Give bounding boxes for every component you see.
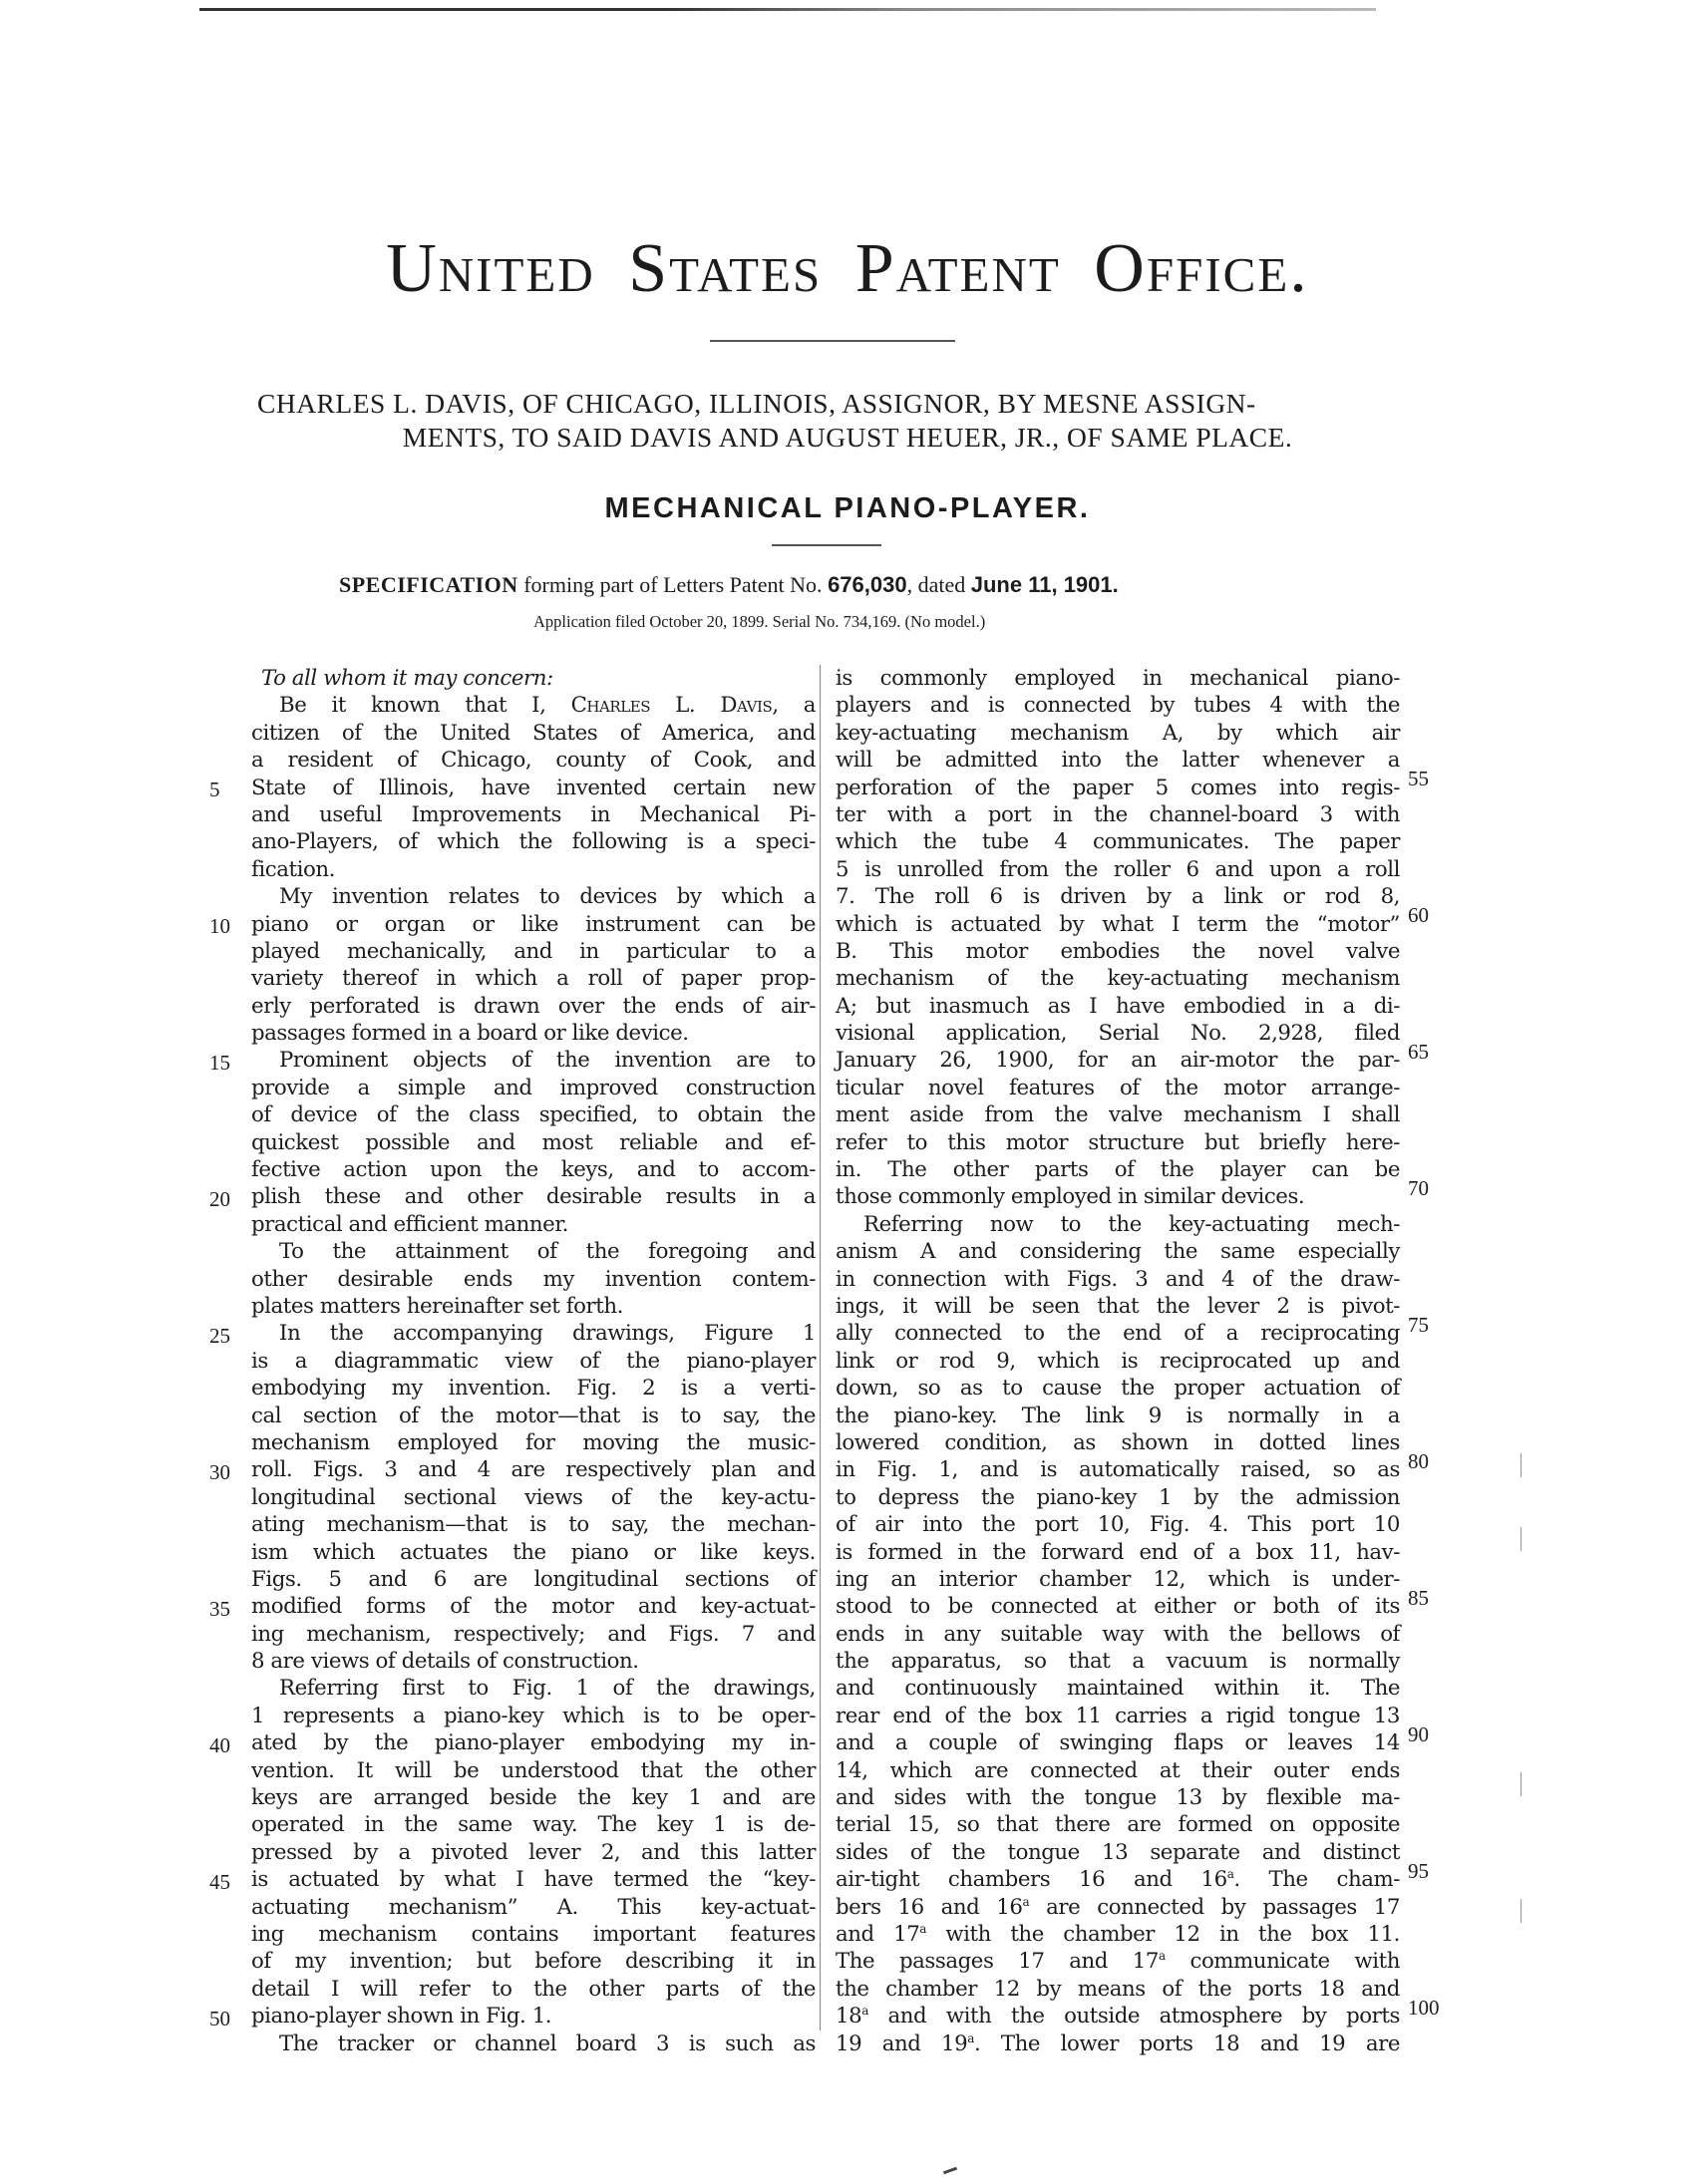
line-number: 55	[1408, 767, 1429, 790]
text-line: mechanism of the key-actuating mechanism	[836, 966, 1400, 992]
text-line: piano-player shown in Fig. 1.	[251, 2004, 552, 2029]
salutation: To all whom it may concern:	[261, 666, 553, 691]
text-line: ings, it will be seen that the lever 2 is pivot-	[836, 1293, 1400, 1319]
text-line: and sides with the tongue 13 by flexible ma-	[836, 1785, 1400, 1811]
line-number: 30	[209, 1460, 230, 1484]
text-line: in. The other parts of the player can be	[836, 1157, 1400, 1183]
text-line: A; but inasmuch as I have embodied in a di-	[836, 993, 1400, 1019]
text-line: January 26, 1900, for an air-motor the par-	[836, 1048, 1400, 1074]
text-line: will be admitted into the latter whenever a	[836, 748, 1400, 774]
line-number: 25	[209, 1324, 230, 1348]
text-line: erly perforated is drawn over the ends of air-	[251, 993, 816, 1019]
specification-line	[339, 572, 1336, 598]
text-line: 14, which are connected at their outer ends	[836, 1757, 1400, 1783]
text-line: terial 15, so that there are formed on opposite	[836, 1812, 1400, 1838]
text-line: ticular novel features of the motor arrange-	[836, 1075, 1400, 1100]
margin-tick	[1521, 1772, 1522, 1796]
text-line: a resident of Chicago, county of Cook, and	[251, 748, 816, 774]
margin-tick	[1521, 1453, 1522, 1477]
line-number: 75	[1408, 1313, 1429, 1337]
text-line: ally connected to the end of a reciprocating	[836, 1321, 1400, 1347]
text-line: practical and efficient manner.	[251, 1211, 568, 1237]
text-line: ter with a port in the channel-board 3 with	[836, 801, 1400, 827]
text-line: players and is connected by tubes 4 with the	[836, 693, 1400, 719]
text-line: cal section of the motor—that is to say, the	[251, 1403, 816, 1428]
text-line: of air into the port 10, Fig. 4. This port 10	[836, 1512, 1400, 1538]
column-divider	[820, 665, 821, 2030]
line-number: 65	[1408, 1040, 1429, 1064]
line-number: 15	[209, 1051, 230, 1075]
text-line: piano or organ or like instrument can be	[251, 911, 816, 937]
text-line: key-actuating mechanism A, by which air	[836, 720, 1400, 746]
text-line: lowered condition, as shown in dotted lines	[836, 1429, 1400, 1455]
text-line: 1 represents a piano-key which is to be oper-	[251, 1703, 816, 1728]
text-line: modified forms of the motor and key-actuat-	[251, 1594, 816, 1620]
text-line: fective action upon the keys, and to accom-	[251, 1157, 816, 1183]
text-line: longitudinal sectional views of the key-actu-	[251, 1484, 816, 1510]
spec-dated: , dated	[906, 572, 966, 597]
text-line: is actuated by what I have termed the “key-	[251, 1867, 816, 1893]
text-line: plish these and other desirable results in a	[251, 1184, 816, 1210]
invention-title: MECHANICAL PIANO-PLAYER.	[604, 492, 1091, 524]
text-line: vention. It will be understood that the other	[251, 1757, 816, 1783]
text-line: embodying my invention. Fig. 2 is a verti-	[251, 1376, 816, 1402]
line-number: 50	[209, 2007, 230, 2030]
patent-office-heading: United States Patent Office.	[386, 230, 1309, 307]
text-line: plates matters hereinafter set forth.	[251, 1293, 623, 1319]
line-number: 70	[1408, 1176, 1429, 1200]
text-line: pressed by a pivoted lever 2, and this latter	[251, 1839, 816, 1865]
text-line: the apparatus, so that a vacuum is normally	[836, 1649, 1400, 1675]
text-line: ism which actuates the piano or like keys.	[251, 1539, 816, 1565]
divider-rule	[710, 340, 955, 342]
text-line: visional application, Serial No. 2,928, filed	[836, 1021, 1400, 1047]
text-line: played mechanically, and in particular to a	[251, 938, 816, 964]
line-number: 60	[1408, 903, 1429, 927]
line-number: 45	[209, 1870, 230, 1894]
text-line: ated by the piano-player embodying my in-	[251, 1730, 816, 1756]
text-line: mechanism employed for moving the music-	[251, 1429, 816, 1455]
text-line: air-tight chambers 16 and 16$^a$. The cham-	[836, 1867, 1400, 1893]
text-line: bers 16 and 16$^a$ are connected by passages 17	[836, 1894, 1400, 1920]
text-line: of my invention; but before describing it in	[251, 1949, 816, 1975]
text-line: Referring first to Fig. 1 of the drawings,	[279, 1676, 816, 1702]
top-border-line	[199, 8, 1376, 11]
line-number: 85	[1408, 1586, 1429, 1610]
text-line: operated in the same way. The key 1 is de-	[251, 1812, 816, 1838]
line-number: 90	[1408, 1722, 1429, 1746]
line-number: 100	[1408, 1996, 1440, 2020]
line-number: 35	[209, 1597, 230, 1621]
text-line: 8 are views of details of construction.	[251, 1649, 639, 1675]
line-number: 95	[1408, 1859, 1429, 1883]
text-line: The tracker or channel board 3 is such as	[279, 2030, 816, 2056]
text-line: is commonly employed in mechanical piano-	[836, 666, 1400, 691]
margin-tick	[1521, 1899, 1522, 1923]
text-line: B. This motor embodies the novel valve	[836, 938, 1400, 964]
text-line: rear end of the box 11 carries a rigid tongue 13	[836, 1703, 1400, 1728]
left-column	[251, 665, 816, 2057]
line-number: 40	[209, 1733, 230, 1757]
text-line: ing an interior chamber 12, which is under-	[836, 1566, 1400, 1592]
text-line: ing mechanism contains important features	[251, 1921, 816, 1947]
text-line: State of Illinois, have invented certain new	[251, 775, 816, 800]
text-line: anism A and considering the same especially	[836, 1239, 1400, 1265]
right-column	[836, 665, 1400, 2057]
text-line: and a couple of swinging flaps or leaves 14	[836, 1730, 1400, 1756]
inventor-line-2: MENTS, TO SAID DAVIS AND AUGUST HEUER, JR., OF SAME PLACE.	[402, 422, 1293, 453]
text-line: Prominent objects of the invention are to	[279, 1048, 816, 1074]
text-line: Referring now to the key-actuating mech-	[863, 1211, 1400, 1237]
text-line: the chamber 12 by means of the ports 18 and	[836, 1976, 1400, 2002]
footer-mark	[943, 2167, 957, 2175]
application-info: Application filed October 20, 1899. Serial No. 734,169. (No model.)	[533, 612, 986, 631]
text-line: detail I will refer to the other parts of the	[251, 1976, 816, 2002]
text-line: citizen of the United States of America, and	[251, 720, 816, 746]
text-line: To the attainment of the foregoing and	[279, 1239, 816, 1265]
text-line: and continuously maintained within it. The	[836, 1676, 1400, 1702]
inventor-assignment	[239, 387, 1456, 455]
text-line: passages formed in a board or like device.	[251, 1021, 689, 1047]
text-line: 5 is unrolled from the roller 6 and upon a roll	[836, 856, 1400, 882]
text-line: down, so as to cause the proper actuation of	[836, 1376, 1400, 1402]
text-line: which the tube 4 communicates. The paper	[836, 829, 1400, 855]
text-line: stood to be connected at either or both of its	[836, 1594, 1400, 1620]
text-line: actuating mechanism” A. This key-actuat-	[251, 1894, 816, 1920]
text-line: other desirable ends my invention contem-	[251, 1266, 816, 1292]
line-number: 20	[209, 1187, 230, 1211]
text-line: ment aside from the valve mechanism I shall	[836, 1102, 1400, 1128]
text-line: is a diagrammatic view of the piano-player	[251, 1348, 816, 1374]
text-line: those commonly employed in similar devices.	[836, 1184, 1305, 1210]
text-line: in Fig. 1, and is automatically raised, so as	[836, 1457, 1400, 1483]
text-line: perforation of the paper 5 comes into regis-	[836, 775, 1400, 800]
text-line: provide a simple and improved construction	[251, 1075, 816, 1100]
line-number: 80	[1408, 1449, 1429, 1473]
patent-date: June 11, 1901.	[970, 572, 1119, 597]
divider-rule	[772, 544, 881, 546]
text-line: 7. The roll 6 is driven by a link or rod 8,	[836, 884, 1400, 910]
text-line: and useful Improvements in Mechanical Pi-	[251, 801, 816, 827]
text-line: the piano-key. The link 9 is normally in a	[836, 1403, 1400, 1428]
text-line: link or rod 9, which is reciprocated up and	[836, 1348, 1400, 1374]
text-line: which is actuated by what I term the “motor”	[836, 911, 1400, 937]
line-number: 5	[209, 778, 220, 801]
text-line: refer to this motor structure but briefly here-	[836, 1129, 1400, 1155]
inventor-line-1: CHARLES L. DAVIS, OF CHICAGO, ILLINOIS, ASSIGNOR, BY MESNE ASSIGN-	[257, 388, 1256, 419]
text-line: is formed in the forward end of a box 11, hav-	[836, 1539, 1400, 1565]
text-line: and 17$^a$ with the chamber 12 in the box 11.	[836, 1921, 1400, 1947]
text-line: sides of the tongue 13 separate and distinct	[836, 1839, 1400, 1865]
spec-mid: forming part of Letters Patent No.	[523, 572, 823, 597]
text-line: variety thereof in which a roll of paper prop-	[251, 966, 816, 992]
text-line: 19 and 19$^a$. The lower ports 18 and 19 are	[836, 2030, 1400, 2056]
text-line: keys are arranged beside the key 1 and are	[251, 1785, 816, 1811]
text-line: In the accompanying drawings, Figure 1	[279, 1321, 816, 1347]
text-line: fication.	[251, 856, 335, 882]
text-line: of device of the class specified, to obtain the	[251, 1102, 816, 1128]
text-line: 18$^a$ and with the outside atmosphere by ports	[836, 2004, 1400, 2029]
spec-caps: SPECIFICATION	[339, 572, 518, 597]
margin-tick	[1521, 1527, 1522, 1551]
text-line: ano-Players, of which the following is a speci-	[251, 829, 816, 855]
text-line: to depress the piano-key 1 by the admission	[836, 1484, 1400, 1510]
text-line: My invention relates to devices by which a	[279, 884, 816, 910]
text-line: ating mechanism—that is to say, the mechan-	[251, 1512, 816, 1538]
text-line: Be it known that I, Charles L. Davis, a	[279, 693, 816, 719]
text-line: quickest possible and most reliable and ef-	[251, 1129, 816, 1155]
text-line: in connection with Figs. 3 and 4 of the draw-	[836, 1266, 1400, 1292]
text-line: The passages 17 and 17$^a$ communicate with	[836, 1949, 1400, 1975]
line-number: 10	[209, 914, 230, 938]
text-line: Figs. 5 and 6 are longitudinal sections of	[251, 1566, 816, 1592]
text-line: roll. Figs. 3 and 4 are respectively plan and	[251, 1457, 816, 1483]
text-line: ing mechanism, respectively; and Figs. 7 and	[251, 1621, 816, 1647]
patent-number: 676,030	[828, 572, 907, 597]
text-line: ends in any suitable way with the bellows of	[836, 1621, 1400, 1647]
